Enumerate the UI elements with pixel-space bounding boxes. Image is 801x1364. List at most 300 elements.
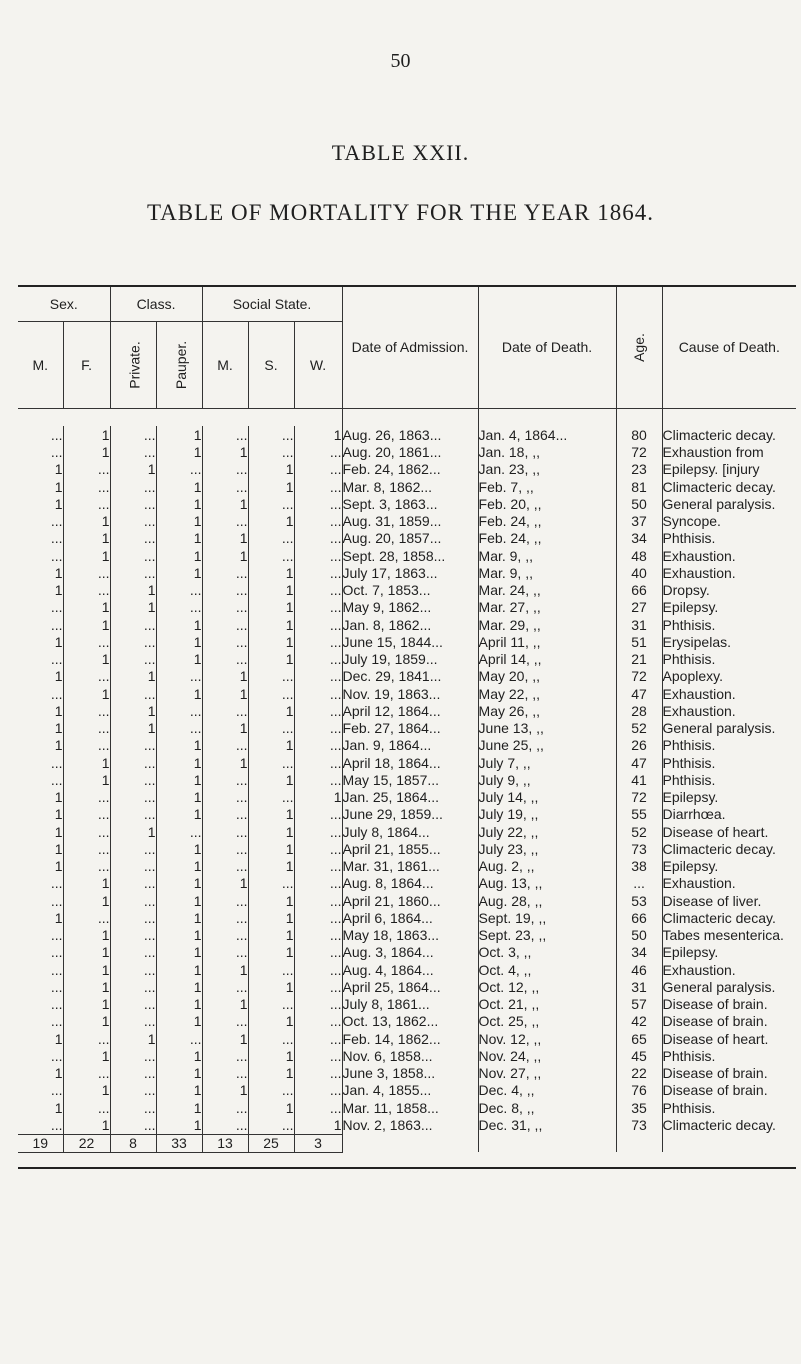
cell-married: 1 xyxy=(202,1082,248,1099)
cell-death-date: July 19, ,, xyxy=(478,806,616,823)
cell-married: ... xyxy=(202,771,248,788)
cell-married: ... xyxy=(202,633,248,650)
cell-single: ... xyxy=(248,495,294,512)
cell-pauper: 1 xyxy=(156,633,202,650)
cell-female: ... xyxy=(63,789,110,806)
cell-death-date: July 23, ,, xyxy=(478,840,616,857)
cell-age: 45 xyxy=(616,1047,662,1064)
cell-female: ... xyxy=(63,1099,110,1116)
cell-admission-date: June 29, 1859... xyxy=(342,806,478,823)
cell-widowed: ... xyxy=(294,840,342,857)
cell-admission-date: Aug. 4, 1864... xyxy=(342,961,478,978)
cell-private: ... xyxy=(110,961,156,978)
cell-single: ... xyxy=(248,668,294,685)
cell-age: 35 xyxy=(616,1099,662,1116)
cell-single: ... xyxy=(248,1082,294,1099)
cell-male: ... xyxy=(50,978,63,995)
cell-cause: Climacteric decay. xyxy=(662,909,796,926)
cell-pauper: 1 xyxy=(156,495,202,512)
cell-female: 1 xyxy=(63,754,110,771)
table-row xyxy=(18,702,796,719)
cell-widowed: ... xyxy=(294,944,342,961)
cell-admission-date: May 18, 1863... xyxy=(342,927,478,944)
cell-female: ... xyxy=(63,495,110,512)
cell-pauper: 1 xyxy=(156,547,202,564)
cell-age: 26 xyxy=(616,737,662,754)
cell-single: 1 xyxy=(248,858,294,875)
cell-pauper: 1 xyxy=(156,909,202,926)
cell-married: ... xyxy=(202,909,248,926)
cell-admission-date: Mar. 11, 1858... xyxy=(342,1099,478,1116)
cell-widowed: ... xyxy=(294,754,342,771)
cell-age: 46 xyxy=(616,961,662,978)
cell-age: 52 xyxy=(616,720,662,737)
cell-widowed: ... xyxy=(294,823,342,840)
table-row xyxy=(18,909,796,926)
table-row xyxy=(18,461,796,478)
cell-age: 55 xyxy=(616,806,662,823)
cell-cause: Disease of brain. xyxy=(662,996,796,1013)
cell-female: ... xyxy=(63,633,110,650)
cell-female: 1 xyxy=(63,1082,110,1099)
cell-single: 1 xyxy=(248,1099,294,1116)
cell-pauper: 1 xyxy=(156,1047,202,1064)
cell-age: 57 xyxy=(616,996,662,1013)
cell-widowed: ... xyxy=(294,771,342,788)
cell-death-date: April 14, ,, xyxy=(478,651,616,668)
cell-cause: Phthisis. xyxy=(662,651,796,668)
cell-male: ... xyxy=(50,754,63,771)
total-single: 25 xyxy=(248,1134,294,1152)
cell-married: ... xyxy=(202,1116,248,1134)
cell-single: 1 xyxy=(248,702,294,719)
cell-single: 1 xyxy=(248,1065,294,1082)
cell-male: ... xyxy=(50,513,63,530)
cell-age: 53 xyxy=(616,892,662,909)
cell-pauper: 1 xyxy=(156,875,202,892)
cell-private: 1 xyxy=(110,1030,156,1047)
cell-cause: Exhaustion. xyxy=(662,685,796,702)
cell-female: 1 xyxy=(63,978,110,995)
cell-single: 1 xyxy=(248,1013,294,1030)
cell-married: ... xyxy=(202,1099,248,1116)
cell-widowed: ... xyxy=(294,909,342,926)
cell-cause: Tabes mesenterica. xyxy=(662,927,796,944)
cell-widowed: ... xyxy=(294,564,342,581)
cell-female: ... xyxy=(63,564,110,581)
cell-cause: Phthisis. xyxy=(662,1047,796,1064)
cell-private: ... xyxy=(110,651,156,668)
cell-private: 1 xyxy=(110,461,156,478)
cell-widowed: ... xyxy=(294,1099,342,1116)
cell-married: 1 xyxy=(202,547,248,564)
mortality-table xyxy=(18,285,796,1169)
cell-death-date: July 14, ,, xyxy=(478,789,616,806)
cell-pauper: 1 xyxy=(156,892,202,909)
cell-widowed: ... xyxy=(294,547,342,564)
cell-admission-date: Oct. 13, 1862... xyxy=(342,1013,478,1030)
cell-death-date: July 7, ,, xyxy=(478,754,616,771)
cell-married: ... xyxy=(202,513,248,530)
cell-pauper: 1 xyxy=(156,685,202,702)
cell-widowed: ... xyxy=(294,996,342,1013)
cell-cause: Epilepsy. xyxy=(662,789,796,806)
cell-admission-date: Nov. 19, 1863... xyxy=(342,685,478,702)
cell-male: 1 xyxy=(54,823,63,840)
cell-pauper: 1 xyxy=(156,858,202,875)
cell-cause: Phthisis. xyxy=(662,771,796,788)
cell-widowed: ... xyxy=(294,875,342,892)
cell-pauper: 1 xyxy=(156,616,202,633)
cell-widowed: ... xyxy=(294,1065,342,1082)
cell-male: ... xyxy=(50,771,63,788)
cell-death-date: Oct. 12, ,, xyxy=(478,978,616,995)
cell-age: 21 xyxy=(616,651,662,668)
cell-male: 1 xyxy=(54,858,63,875)
cell-death-date: May 26, ,, xyxy=(478,702,616,719)
cell-death-date: Feb. 20, ,, xyxy=(478,495,616,512)
cell-private: ... xyxy=(110,806,156,823)
cell-married: ... xyxy=(202,478,248,495)
cell-widowed: ... xyxy=(294,806,342,823)
header-pauper-text: Pauper. xyxy=(172,340,189,390)
cell-single: ... xyxy=(248,1030,294,1047)
cell-death-date: Oct. 21, ,, xyxy=(478,996,616,1013)
cell-cause: Dropsy. xyxy=(662,582,796,599)
cell-death-date: Feb. 24, ,, xyxy=(478,513,616,530)
cell-cause: Phthisis. xyxy=(662,616,796,633)
cell-admission-date: April 25, 1864... xyxy=(342,978,478,995)
cell-death-date: Dec. 4, ,, xyxy=(478,1082,616,1099)
header-male: M. xyxy=(18,322,63,409)
cell-cause: Phthisis. xyxy=(662,754,796,771)
cell-admission-date: April 6, 1864... xyxy=(342,909,478,926)
cell-pauper: ... xyxy=(156,702,202,719)
cell-married: 1 xyxy=(202,668,248,685)
cell-male: 1 xyxy=(54,1065,63,1082)
cell-female: ... xyxy=(63,720,110,737)
cell-age: 72 xyxy=(616,668,662,685)
cell-admission-date: June 3, 1858... xyxy=(342,1065,478,1082)
cell-private: 1 xyxy=(110,599,156,616)
cell-admission-date: Aug. 20, 1861... xyxy=(342,444,478,461)
cell-married: 1 xyxy=(202,495,248,512)
table-row xyxy=(18,495,796,512)
cell-female: 1 xyxy=(63,616,110,633)
cell-private: ... xyxy=(110,978,156,995)
cell-female: 1 xyxy=(63,944,110,961)
cell-private: ... xyxy=(110,513,156,530)
cell-death-date: Jan. 23, ,, xyxy=(478,461,616,478)
cell-death-date: Mar. 29, ,, xyxy=(478,616,616,633)
cell-female: ... xyxy=(63,582,110,599)
cell-private: ... xyxy=(110,996,156,1013)
cell-cause: Epilepsy. xyxy=(662,944,796,961)
table-row xyxy=(18,668,796,685)
cell-widowed: ... xyxy=(294,1030,342,1047)
table-row xyxy=(18,1047,796,1064)
cell-widowed: ... xyxy=(294,737,342,754)
cell-admission-date: Mar. 8, 1862... xyxy=(342,478,478,495)
table-row xyxy=(18,961,796,978)
cell-married: ... xyxy=(202,1013,248,1030)
table-row xyxy=(18,875,796,892)
table-row xyxy=(18,754,796,771)
header-widowed: W. xyxy=(294,322,342,409)
cell-admission-date: Dec. 29, 1841... xyxy=(342,668,478,685)
cell-male: 1 xyxy=(54,564,63,581)
cell-male: 1 xyxy=(54,1099,63,1116)
cell-admission-date: Nov. 6, 1858... xyxy=(342,1047,478,1064)
cell-pauper: 1 xyxy=(156,478,202,495)
cell-pauper: ... xyxy=(156,823,202,840)
cell-single: 1 xyxy=(248,599,294,616)
cell-male: ... xyxy=(50,444,63,461)
cell-single: ... xyxy=(248,426,294,443)
cell-single: ... xyxy=(248,961,294,978)
cell-cause: General paralysis. xyxy=(662,495,796,512)
cell-widowed: ... xyxy=(294,702,342,719)
cell-age: 80 xyxy=(616,426,662,443)
cell-female: 1 xyxy=(63,771,110,788)
table-row xyxy=(18,478,796,495)
cell-pauper: 1 xyxy=(156,1082,202,1099)
cell-male: 1 xyxy=(54,840,63,857)
cell-cause: Phthisis. xyxy=(662,737,796,754)
cell-widowed: ... xyxy=(294,668,342,685)
cell-admission-date: Nov. 2, 1863... xyxy=(342,1116,478,1134)
cell-admission-date: July 19, 1859... xyxy=(342,651,478,668)
cell-married: ... xyxy=(202,806,248,823)
cell-married: 1 xyxy=(202,961,248,978)
cell-admission-date: Aug. 8, 1864... xyxy=(342,875,478,892)
cell-single: 1 xyxy=(248,840,294,857)
cell-age: 37 xyxy=(616,513,662,530)
cell-private: ... xyxy=(110,616,156,633)
table-row xyxy=(18,513,796,530)
cell-cause: Climacteric decay. xyxy=(662,1116,796,1134)
table-row xyxy=(18,1116,796,1134)
cell-male: ... xyxy=(50,547,63,564)
cell-admission-date: April 21, 1855... xyxy=(342,840,478,857)
cell-male: ... xyxy=(50,1082,63,1099)
cell-cause: Erysipelas. xyxy=(662,633,796,650)
table-row xyxy=(18,444,796,461)
cell-admission-date: July 8, 1861... xyxy=(342,996,478,1013)
cell-single: ... xyxy=(248,996,294,1013)
cell-married: ... xyxy=(202,1047,248,1064)
cell-female: 1 xyxy=(63,1013,110,1030)
cell-male: 1 xyxy=(54,789,63,806)
cell-single: ... xyxy=(248,789,294,806)
cell-cause: Apoplexy. xyxy=(662,668,796,685)
cell-single: ... xyxy=(248,1116,294,1134)
cell-widowed: ... xyxy=(294,1047,342,1064)
cell-pauper: 1 xyxy=(156,1099,202,1116)
table-row xyxy=(18,978,796,995)
cell-private: ... xyxy=(110,875,156,892)
cell-cause: Phthisis. xyxy=(662,530,796,547)
cell-pauper: ... xyxy=(156,720,202,737)
cell-widowed: 1 xyxy=(294,426,342,443)
cell-private: ... xyxy=(110,771,156,788)
cell-married: ... xyxy=(202,840,248,857)
cell-pauper: 1 xyxy=(156,444,202,461)
cell-pauper: 1 xyxy=(156,426,202,443)
cell-male: ... xyxy=(50,892,63,909)
cell-pauper: 1 xyxy=(156,1116,202,1134)
cell-private: ... xyxy=(110,1047,156,1064)
cell-married: ... xyxy=(202,892,248,909)
cell-death-date: Mar. 27, ,, xyxy=(478,599,616,616)
cell-death-date: Sept. 19, ,, xyxy=(478,909,616,926)
cell-private: ... xyxy=(110,685,156,702)
cell-married: 1 xyxy=(202,996,248,1013)
cell-male: 1 xyxy=(54,495,63,512)
cell-female: ... xyxy=(63,858,110,875)
header-age xyxy=(616,286,662,409)
cell-private: 1 xyxy=(110,582,156,599)
cell-female: ... xyxy=(63,823,110,840)
cell-male: 1 xyxy=(54,702,63,719)
cell-admission-date: Aug. 3, 1864... xyxy=(342,944,478,961)
cell-male: ... xyxy=(50,426,63,443)
cell-male: ... xyxy=(50,875,63,892)
cell-single: ... xyxy=(248,444,294,461)
cell-death-date: Oct. 3, ,, xyxy=(478,944,616,961)
cell-male: ... xyxy=(50,651,63,668)
cell-married: ... xyxy=(202,616,248,633)
cell-pauper: 1 xyxy=(156,651,202,668)
cell-death-date: Feb. 7, ,, xyxy=(478,478,616,495)
total-female: 22 xyxy=(63,1134,110,1152)
cell-admission-date: April 21, 1860... xyxy=(342,892,478,909)
cell-female: ... xyxy=(63,909,110,926)
cell-admission-date: June 15, 1844... xyxy=(342,633,478,650)
cell-widowed: ... xyxy=(294,530,342,547)
cell-death-date: June 13, ,, xyxy=(478,720,616,737)
cell-admission-date: Aug. 20, 1857... xyxy=(342,530,478,547)
cell-age: 22 xyxy=(616,1065,662,1082)
cell-private: ... xyxy=(110,495,156,512)
cell-death-date: June 25, ,, xyxy=(478,737,616,754)
page-number: 50 xyxy=(390,50,411,72)
cell-male: 1 xyxy=(54,461,63,478)
total-widowed: 3 xyxy=(294,1134,342,1152)
cell-admission-date: Jan. 4, 1855... xyxy=(342,1082,478,1099)
cell-widowed: ... xyxy=(294,1013,342,1030)
cell-single: 1 xyxy=(248,823,294,840)
cell-widowed: ... xyxy=(294,651,342,668)
cell-pauper: 1 xyxy=(156,737,202,754)
cell-male: ... xyxy=(50,944,63,961)
cell-single: ... xyxy=(248,754,294,771)
cell-death-date: Jan. 4, 1864... xyxy=(478,426,616,443)
header-married: M. xyxy=(202,322,248,409)
cell-pauper: 1 xyxy=(156,513,202,530)
cell-cause: Disease of brain. xyxy=(662,1082,796,1099)
table-row xyxy=(18,1082,796,1099)
cell-female: ... xyxy=(63,478,110,495)
cell-widowed: ... xyxy=(294,478,342,495)
cell-private: 1 xyxy=(110,702,156,719)
cell-married: ... xyxy=(202,823,248,840)
header-sex: Sex. xyxy=(18,286,110,322)
cell-private: ... xyxy=(110,1082,156,1099)
table-row xyxy=(18,1030,796,1047)
cell-private: ... xyxy=(110,944,156,961)
cell-pauper: ... xyxy=(156,599,202,616)
cell-male: 1 xyxy=(54,582,63,599)
cell-female: 1 xyxy=(63,927,110,944)
cell-female: 1 xyxy=(63,547,110,564)
header-admission: Date of Admission. xyxy=(342,286,478,409)
cell-age: 73 xyxy=(616,840,662,857)
cell-pauper: 1 xyxy=(156,564,202,581)
table-body xyxy=(18,409,796,1135)
cell-age: 52 xyxy=(616,823,662,840)
table-row xyxy=(18,599,796,616)
cell-age: 73 xyxy=(616,1116,662,1134)
cell-age: 66 xyxy=(616,909,662,926)
cell-private: ... xyxy=(110,478,156,495)
cell-female: 1 xyxy=(63,892,110,909)
cell-male: ... xyxy=(50,1116,63,1133)
cell-admission-date: Jan. 8, 1862... xyxy=(342,616,478,633)
cell-male: 1 xyxy=(54,806,63,823)
cell-female: 1 xyxy=(63,961,110,978)
cell-private: ... xyxy=(110,426,156,443)
cell-private: ... xyxy=(110,737,156,754)
cell-pauper: 1 xyxy=(156,754,202,771)
cell-single: 1 xyxy=(248,478,294,495)
cell-widowed: ... xyxy=(294,1082,342,1099)
cell-cause: Diarrhœa. xyxy=(662,806,796,823)
cell-private: ... xyxy=(110,858,156,875)
cell-death-date: Nov. 12, ,, xyxy=(478,1030,616,1047)
cell-admission-date: Aug. 26, 1863... xyxy=(342,426,478,443)
table-row xyxy=(18,1099,796,1116)
cell-married: ... xyxy=(202,582,248,599)
cell-private: ... xyxy=(110,789,156,806)
cell-male: ... xyxy=(50,961,63,978)
cell-cause: Exhaustion. xyxy=(662,961,796,978)
cell-pauper: 1 xyxy=(156,996,202,1013)
cell-widowed: 1 xyxy=(294,789,342,806)
cell-widowed: ... xyxy=(294,892,342,909)
cell-age: 65 xyxy=(616,1030,662,1047)
table-row xyxy=(18,1065,796,1082)
cell-private: 1 xyxy=(110,823,156,840)
cell-single: 1 xyxy=(248,909,294,926)
cell-pauper: 1 xyxy=(156,1013,202,1030)
cell-single: 1 xyxy=(248,892,294,909)
cell-male: ... xyxy=(50,616,63,633)
cell-death-date: Nov. 27, ,, xyxy=(478,1065,616,1082)
cell-age: 34 xyxy=(616,530,662,547)
cell-cause: Exhaustion. xyxy=(662,564,796,581)
cell-male: 1 xyxy=(54,737,63,754)
cell-male: 1 xyxy=(54,633,63,650)
cell-age: 50 xyxy=(616,495,662,512)
cell-cause: Exhaustion. xyxy=(662,547,796,564)
cell-married: 1 xyxy=(202,444,248,461)
cell-single: 1 xyxy=(248,771,294,788)
cell-single: ... xyxy=(248,875,294,892)
cell-widowed: ... xyxy=(294,495,342,512)
cell-cause: Epilepsy. xyxy=(662,599,796,616)
cell-widowed: ... xyxy=(294,582,342,599)
